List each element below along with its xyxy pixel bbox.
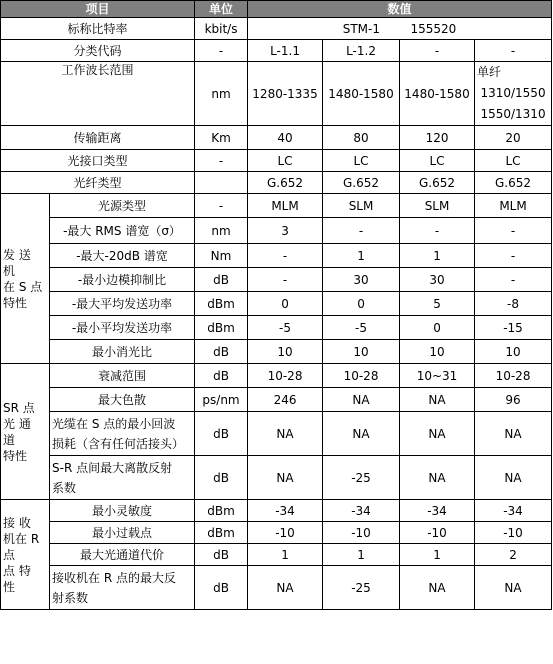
cell: -10: [323, 522, 400, 544]
cell: 1480-1580: [400, 62, 475, 126]
row-label: 最小灵敏度: [50, 500, 195, 522]
cell: SLM: [400, 194, 475, 218]
cell: 1480-1580: [323, 62, 400, 126]
cell: -10: [475, 522, 552, 544]
cell: NA: [248, 456, 323, 500]
cell: LC: [400, 150, 475, 172]
row-label: 最大光通道代价: [50, 544, 195, 566]
cell: 1: [400, 244, 475, 268]
cell: 246: [248, 388, 323, 412]
cell: -34: [248, 500, 323, 522]
cell: -5: [323, 316, 400, 340]
cell: -10: [248, 522, 323, 544]
table-row: [1, 388, 552, 412]
label-line: 系数: [52, 480, 77, 495]
table-row: [1, 172, 552, 194]
cell: 10: [323, 340, 400, 364]
group-line: 接 收: [3, 515, 31, 530]
table-row: [1, 194, 552, 218]
header-item: 项目: [1, 1, 195, 18]
row-label: 标称比特率: [1, 18, 195, 40]
cell: 10: [475, 340, 552, 364]
table-row: [1, 244, 552, 268]
row-label: -最小平均发送功率: [50, 316, 195, 340]
table-row: [1, 364, 552, 388]
row-unit: Nm: [195, 244, 248, 268]
cell: LC: [323, 150, 400, 172]
row-unit: ps/nm: [195, 388, 248, 412]
header-unit: 单位: [195, 1, 248, 18]
label-line: 光缆在 S 点的最小回波: [52, 416, 176, 431]
row-unit: dBm: [195, 292, 248, 316]
header-value: 数值: [248, 1, 552, 18]
row-label: 衰减范围: [50, 364, 195, 388]
group-line: 特性: [3, 448, 28, 463]
label-line: S-R 点间最大离散反射: [52, 460, 173, 475]
row-unit: Km: [195, 126, 248, 150]
row-label: 最大色散: [50, 388, 195, 412]
cell: MLM: [248, 194, 323, 218]
cell: -5: [248, 316, 323, 340]
row-label: 最小过载点: [50, 522, 195, 544]
row-label: -最大-20dB 谱宽: [50, 244, 195, 268]
cell: NA: [475, 566, 552, 610]
cell: -25: [323, 456, 400, 500]
table-row: [1, 500, 552, 522]
row-label: 光纤类型: [1, 172, 195, 194]
cell: NA: [248, 412, 323, 456]
label-line: 射系数: [52, 590, 89, 605]
cell: 96: [475, 388, 552, 412]
cell: -: [248, 268, 323, 292]
cell: G.652: [400, 172, 475, 194]
transmitter-group-label: [1, 194, 50, 364]
row-label: [50, 456, 195, 500]
cell: 20: [475, 126, 552, 150]
table-row: [1, 456, 552, 500]
cell: NA: [400, 456, 475, 500]
table-row: [1, 126, 552, 150]
cell: NA: [248, 566, 323, 610]
cell: 5: [400, 292, 475, 316]
table-row: [1, 218, 552, 244]
group-line: 在 S 点: [3, 279, 43, 294]
row-unit: dB: [195, 544, 248, 566]
table-row: [1, 292, 552, 316]
row-label: -最小边模抑制比: [50, 268, 195, 292]
cell: NA: [323, 412, 400, 456]
table-row: [1, 522, 552, 544]
row-label: 分类代码: [1, 40, 195, 62]
group-line: 点 特: [3, 563, 31, 578]
row-label: 光接口类型: [1, 150, 195, 172]
cell: 120: [400, 126, 475, 150]
row-label: -最大 RMS 谱宽（σ）: [50, 218, 195, 244]
cell: NA: [323, 388, 400, 412]
cell: 10-28: [323, 364, 400, 388]
cell: -34: [323, 500, 400, 522]
row-unit: -: [195, 150, 248, 172]
table-row: [1, 340, 552, 364]
cell: 3: [248, 218, 323, 244]
table-row: [1, 62, 552, 126]
table-row: [1, 268, 552, 292]
cell: NA: [400, 566, 475, 610]
cell: LC: [475, 150, 552, 172]
row-unit: dB: [195, 340, 248, 364]
row-unit: dB: [195, 456, 248, 500]
cell: 10: [400, 340, 475, 364]
table-row: [1, 316, 552, 340]
cell: 0: [248, 292, 323, 316]
cell: 0: [400, 316, 475, 340]
cell: -: [400, 218, 475, 244]
cell: NA: [475, 412, 552, 456]
cell: G.652: [475, 172, 552, 194]
row-unit: kbit/s: [195, 18, 248, 40]
cell: 0: [323, 292, 400, 316]
group-line: 道: [3, 432, 16, 447]
bitrate-value: STM-1 155520: [248, 18, 552, 40]
cell: -34: [475, 500, 552, 522]
cell: G.652: [248, 172, 323, 194]
cell: 10: [248, 340, 323, 364]
row-unit: dBm: [195, 522, 248, 544]
row-unit: -: [195, 194, 248, 218]
row-label: 工作波长范围: [1, 62, 195, 126]
table-header-row: [1, 1, 552, 18]
label-line: 损耗（含有任何活接头）: [52, 436, 185, 451]
group-line: 机: [3, 263, 16, 278]
table-row: [1, 566, 552, 610]
cell: -8: [475, 292, 552, 316]
cell: 10-28: [248, 364, 323, 388]
cell: 1280-1335: [248, 62, 323, 126]
cell: -: [475, 244, 552, 268]
row-unit: dB: [195, 364, 248, 388]
label-line: 接收机在 R 点的最大反: [52, 570, 176, 585]
cell-multiline: [475, 62, 552, 126]
cell: 40: [248, 126, 323, 150]
cell: 1: [248, 544, 323, 566]
cell: L-1.1: [248, 40, 323, 62]
cell: 2: [475, 544, 552, 566]
group-line: SR 点: [3, 400, 35, 415]
group-line: 机在 R 点: [3, 531, 40, 562]
row-label: [50, 566, 195, 610]
row-unit: dBm: [195, 316, 248, 340]
cell: MLM: [475, 194, 552, 218]
cell: 10~31: [400, 364, 475, 388]
cell: 1: [323, 244, 400, 268]
channel-group-label: [1, 364, 50, 500]
cell: -: [323, 218, 400, 244]
cell-line: 1550/1310: [480, 107, 546, 121]
cell: 30: [323, 268, 400, 292]
cell: NA: [400, 412, 475, 456]
cell: -10: [400, 522, 475, 544]
row-unit: nm: [195, 218, 248, 244]
row-unit: dB: [195, 566, 248, 610]
cell: NA: [475, 456, 552, 500]
cell: -15: [475, 316, 552, 340]
cell: 80: [323, 126, 400, 150]
row-label: 传输距离: [1, 126, 195, 150]
table-row: [1, 18, 552, 40]
row-unit: -: [195, 40, 248, 62]
row-unit: dBm: [195, 500, 248, 522]
group-line: 发 送: [3, 247, 31, 262]
group-line: 光 通: [3, 416, 31, 431]
cell: -: [475, 40, 552, 62]
cell: -: [248, 244, 323, 268]
row-label: 光源类型: [50, 194, 195, 218]
cell: -: [475, 218, 552, 244]
row-label: [50, 412, 195, 456]
cell: NA: [400, 388, 475, 412]
cell-line: 单纤: [477, 65, 502, 79]
row-unit: dB: [195, 268, 248, 292]
table-row: [1, 150, 552, 172]
cell: LC: [248, 150, 323, 172]
table-row: [1, 412, 552, 456]
cell: 1: [400, 544, 475, 566]
cell: 30: [400, 268, 475, 292]
row-unit: [195, 172, 248, 194]
cell: -: [475, 268, 552, 292]
cell: L-1.2: [323, 40, 400, 62]
row-label: -最大平均发送功率: [50, 292, 195, 316]
table-row: [1, 544, 552, 566]
receiver-group-label: [1, 500, 50, 610]
cell: 1: [323, 544, 400, 566]
cell: -34: [400, 500, 475, 522]
cell: SLM: [323, 194, 400, 218]
group-line: 特性: [3, 295, 28, 310]
row-unit: nm: [195, 62, 248, 126]
group-line: 性: [3, 579, 16, 594]
cell: G.652: [323, 172, 400, 194]
table-row: [1, 40, 552, 62]
row-label: 最小消光比: [50, 340, 195, 364]
cell: 10-28: [475, 364, 552, 388]
cell-line: 1310/1550: [480, 86, 546, 100]
cell: -25: [323, 566, 400, 610]
cell: -: [400, 40, 475, 62]
row-unit: dB: [195, 412, 248, 456]
